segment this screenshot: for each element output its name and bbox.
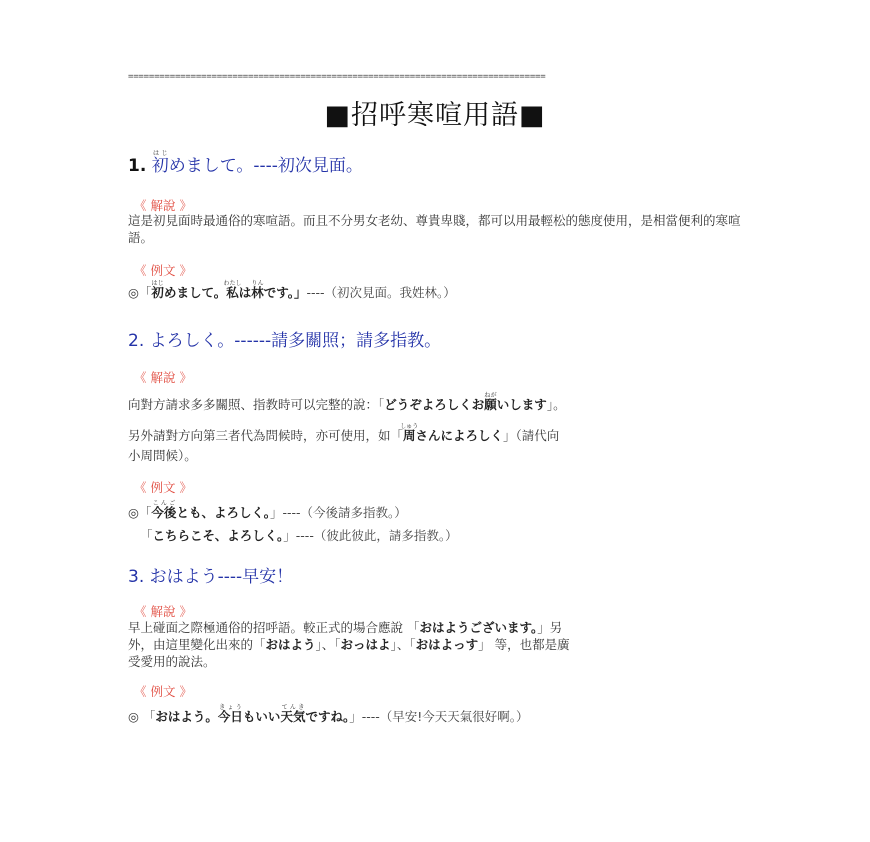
section-1-example-label: 《 例文 》	[134, 263, 192, 278]
section-2-note-line-2: 另外請對方向第三者代為問候時，亦可使用，如「周しゅうさんによろしく」（請代向	[128, 423, 560, 443]
section-3-example: ◎ 「おはよう。今日きょうもいい天気てんきですね。」----（早安!今天天氣很好啊。）	[128, 704, 529, 724]
section-3-note-label: 《 解說 》	[134, 604, 192, 619]
section-1-heading	[128, 150, 363, 176]
section-2-example-label: 《 例文 》	[134, 480, 192, 495]
section-2-heading	[128, 326, 441, 351]
section-3-number: 3.	[128, 567, 145, 587]
section-3-note-line-2: 外，由這里變化出來的「おはよう」、「おっはよ」、「おはよっす」 等，也都是廣	[128, 637, 570, 652]
section-2-example-1: ◎「今後こんごとも、よろしく。」----（今後請多指教。）	[128, 500, 407, 520]
section-2-note-line-3: 小周問候）。	[128, 448, 197, 463]
section-3-note-line-1: 早上碰面之際極通俗的招呼語。較正式的場合應說 「おはようございます。」另	[128, 620, 563, 635]
section-3-note-line-3: 受愛用的說法。	[128, 654, 216, 669]
section-1-heading-text: めまして。----初次見面。	[168, 156, 363, 176]
section-1-number: 1.	[128, 156, 147, 176]
section-2-heading-text: よろしく。------請多關照；請多指教。	[149, 331, 442, 351]
section-1-note-text: 這是初見面時最通俗的寒喧語。而且不分男女老幼、尊貴卑賤，都可以用最輕松的態度使用，是相當便利的寒喧語。	[128, 213, 741, 245]
page-title: ■招呼寒喧用語■	[324, 100, 546, 131]
section-2-note-line-1: 向對方請求多多關照、指教時可以完整的說：「どうぞよろしくお願ねがいします」。	[128, 392, 566, 412]
section-1-ruby: 初はじ	[151, 150, 169, 176]
section-3-example-label: 《 例文 》	[134, 684, 192, 699]
section-3-heading-text: おはよう----早安！	[149, 567, 294, 587]
section-2-number: 2.	[128, 331, 145, 351]
separator-rule: ================================================================================	[128, 72, 546, 82]
section-1-example: ◎「初はじめまして。私わたしは林りんです。」----（初次見面。我姓林。）	[128, 280, 456, 300]
section-3-heading	[128, 562, 293, 587]
section-2-note-label: 《 解說 》	[134, 370, 192, 385]
section-2-example-2: 「こちらこそ、よろしく。」----（彼此彼此，請多指教。）	[140, 528, 458, 543]
section-1-note-label: 《 解說 》	[134, 198, 192, 213]
